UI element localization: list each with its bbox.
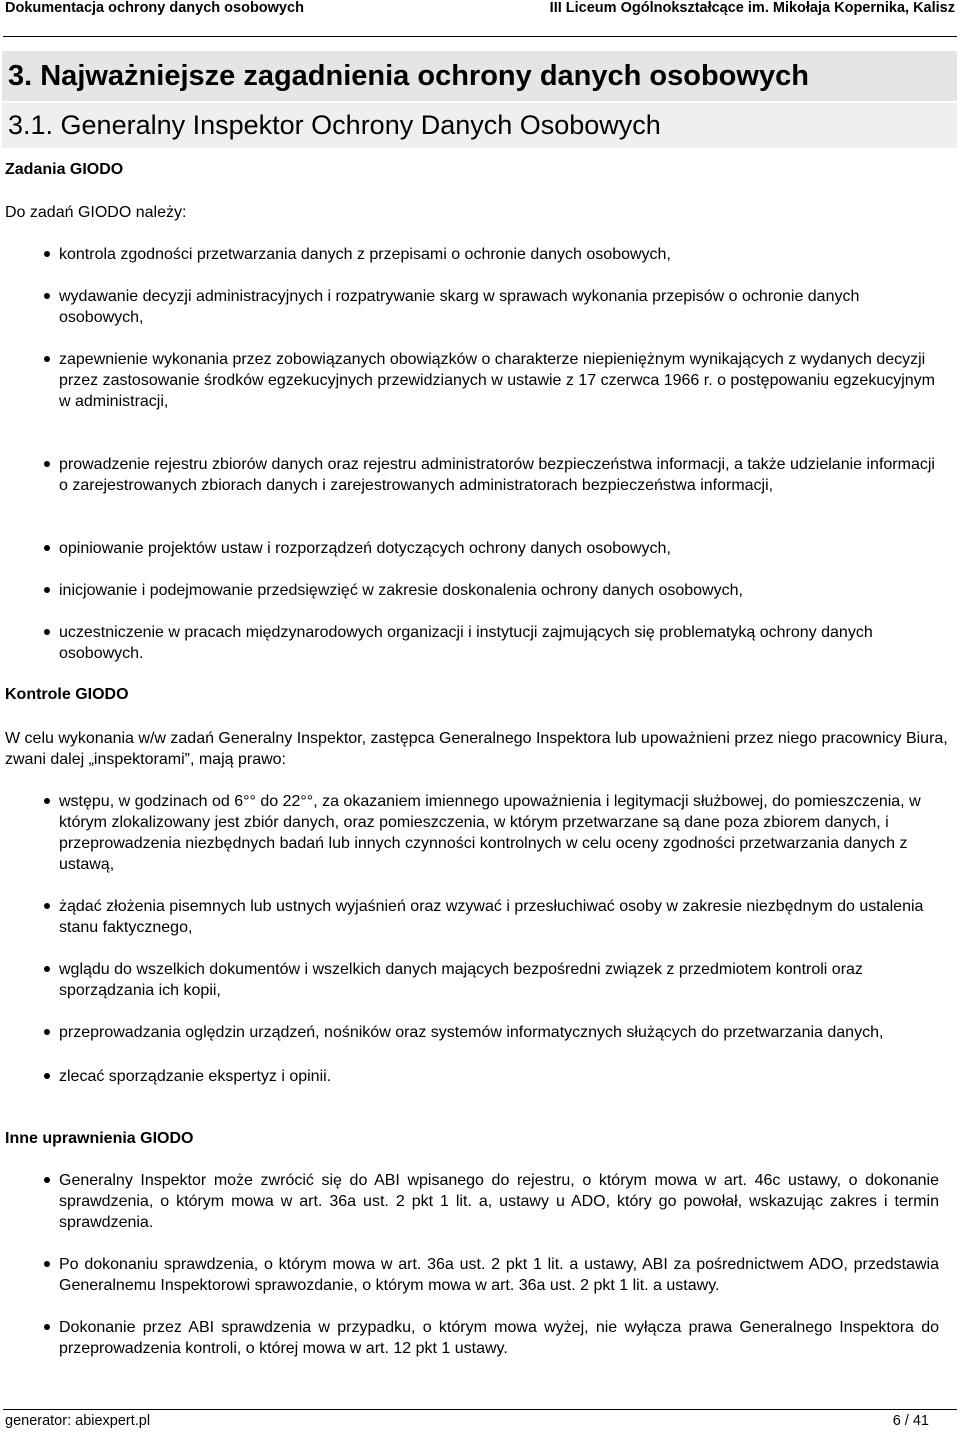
bullet-icon — [44, 1261, 50, 1267]
paragraph-intro-kontrole: W celu wykonania w/w zadań Generalny Inspektor, zastępca Generalnego Inspektora lub upoważnieni przez niego pracownicy Biura, zwani dalej „inspektorami”, mają prawo: — [5, 730, 948, 768]
list-item — [59, 959, 939, 1001]
bullet-icon — [44, 1073, 50, 1079]
list-item-text: wydawanie decyzji administracyjnych i rozpatrywanie skarg w sprawach wykonania przepisów o ochronie danych osobowych, — [59, 288, 860, 326]
list-item-text: żądać złożenia pisemnych lub ustnych wyjaśnień oraz wzywać i przesłuchiwać osoby w zakresie niezbędnym do ustalenia stanu faktycznego, — [59, 898, 924, 936]
footer-page-number: 6 / 41 — [892, 1413, 929, 1429]
bullet-icon — [44, 356, 50, 362]
subsection-title-kontrole: Kontrole GIODO — [5, 686, 129, 703]
list-item — [59, 1317, 939, 1359]
bullet-icon — [44, 1324, 50, 1330]
bullet-icon — [44, 545, 50, 551]
list-item — [59, 349, 939, 412]
list-item — [59, 1022, 939, 1043]
list-item-text: uczestniczenie w pracach międzynarodowych organizacji i instytucji zajmujących się problematyką ochrony danych osobowych. — [59, 624, 873, 662]
page-footer — [3, 1409, 957, 1432]
list-item-text: przeprowadzania oględzin urządzeń, nośników oraz systemów informatycznych służących do przetwarzania danych, — [59, 1024, 884, 1041]
list-item — [59, 1170, 939, 1233]
list-item — [59, 791, 939, 875]
list-item — [59, 1254, 939, 1296]
bullet-icon — [44, 293, 50, 299]
list-item-text: Dokonanie przez ABI sprawdzenia w przypadku, o którym mowa wyżej, nie wyłącza prawa Generalnego Inspektora do przeprowadzenia kontroli, o której mowa w art. 12 pkt 1 ustawy. — [59, 1319, 939, 1357]
bullet-icon — [44, 1029, 50, 1035]
list-item — [59, 538, 939, 559]
list-item — [59, 896, 939, 938]
list-item-text: prowadzenie rejestru zbiorów danych oraz rejestru administratorów bezpieczeństwa informacji, a także udzielanie informacji o zarejestrowanych zbiorach danych i zarejestrowanych administratorach bezpieczeństwa informacji, — [59, 456, 935, 494]
subsection-title-zadania: Zadania GIODO — [5, 161, 124, 178]
bullet-icon — [44, 798, 50, 804]
list-item-text: Generalny Inspektor może zwrócić się do ABI wpisanego do rejestru, o którym mowa w art. 46c ustawy, o dokonanie sprawdzenia, o którym mowa w art. 36a ust. 2 pkt 1 lit. a, ustawy u ADO, który go powołał, wskazując zakres i termin sprawdzenia. — [59, 1172, 939, 1231]
section-heading: 3.1. Generalny Inspektor Ochrony Danych Osobowych — [2, 103, 957, 148]
list-item-text: zapewnienie wykonania przez zobowiązanych obowiązków o charakterze niepieniężnym wynikających z wydanych decyzji przez zastosowanie środków egzekucyjnych przewidzianych w ustawie z 17 czerwca 1966 r. o postępowaniu egzekucyjnym w administracji, — [59, 351, 935, 410]
list-item-text: kontrola zgodności przetwarzania danych z przepisami o ochronie danych osobowych, — [59, 246, 671, 263]
bullet-icon — [44, 1177, 50, 1183]
header-document-title: Dokumentacja ochrony danych osobowych — [5, 0, 304, 16]
list-item-text: Po dokonaniu sprawdzenia, o którym mowa w art. 36a ust. 2 pkt 1 lit. a ustawy, ABI za pośrednictwem ADO, przedstawia Generalnemu Inspektorowi sprawozdanie, o którym mowa w art. 36a ust. 2 pkt 1 lit. a ustawy. — [59, 1256, 939, 1294]
subsection-title-inne: Inne uprawnienia GIODO — [5, 1130, 194, 1147]
list-item-text: wglądu do wszelkich dokumentów i wszelkich danych mających bezpośredni związek z przedmiotem kontroli oraz sporządzania ich kopii, — [59, 961, 863, 999]
bullet-icon — [44, 966, 50, 972]
header-school-name: III Liceum Ogólnokształcące im. Mikołaja Kopernika, Kalisz — [549, 0, 955, 16]
paragraph-intro-zadania: Do zadań GIODO należy: — [5, 204, 187, 221]
list-item — [59, 1066, 939, 1087]
bullet-icon — [44, 629, 50, 635]
list-item — [59, 286, 939, 328]
bullet-icon — [44, 587, 50, 593]
list-item — [59, 244, 939, 265]
list-item-text: inicjowanie i podejmowanie przedsięwzięć w zakresie doskonalenia ochrony danych osobowych, — [59, 582, 743, 599]
list-item — [59, 580, 939, 601]
page-header — [3, 0, 957, 37]
list-item — [59, 454, 939, 496]
chapter-heading: 3. Najważniejsze zagadnienia ochrony danych osobowych — [2, 51, 957, 101]
list-item-text: wstępu, w godzinach od 6°° do 22°°, za okazaniem imiennego upoważnienia i legitymacji służbowej, do pomieszczenia, w którym zlokalizowany jest zbiór danych, oraz pomieszczenia, w którym przetwarzane są dane poza zbiorem danych, i przeprowadzenia niezbędnych badań lub innych czynności kontrolnych w celu oceny zgodności przetwarzania danych z ustawą, — [59, 793, 921, 873]
footer-generator: generator: abiexpert.pl — [5, 1413, 151, 1429]
list-item — [59, 622, 939, 664]
bullet-icon — [44, 251, 50, 257]
bullet-icon — [44, 461, 50, 467]
list-item-text: zlecać sporządzanie ekspertyz i opinii. — [59, 1068, 332, 1085]
bullet-icon — [44, 903, 50, 909]
list-item-text: opiniowanie projektów ustaw i rozporządzeń dotyczących ochrony danych osobowych, — [59, 540, 671, 557]
